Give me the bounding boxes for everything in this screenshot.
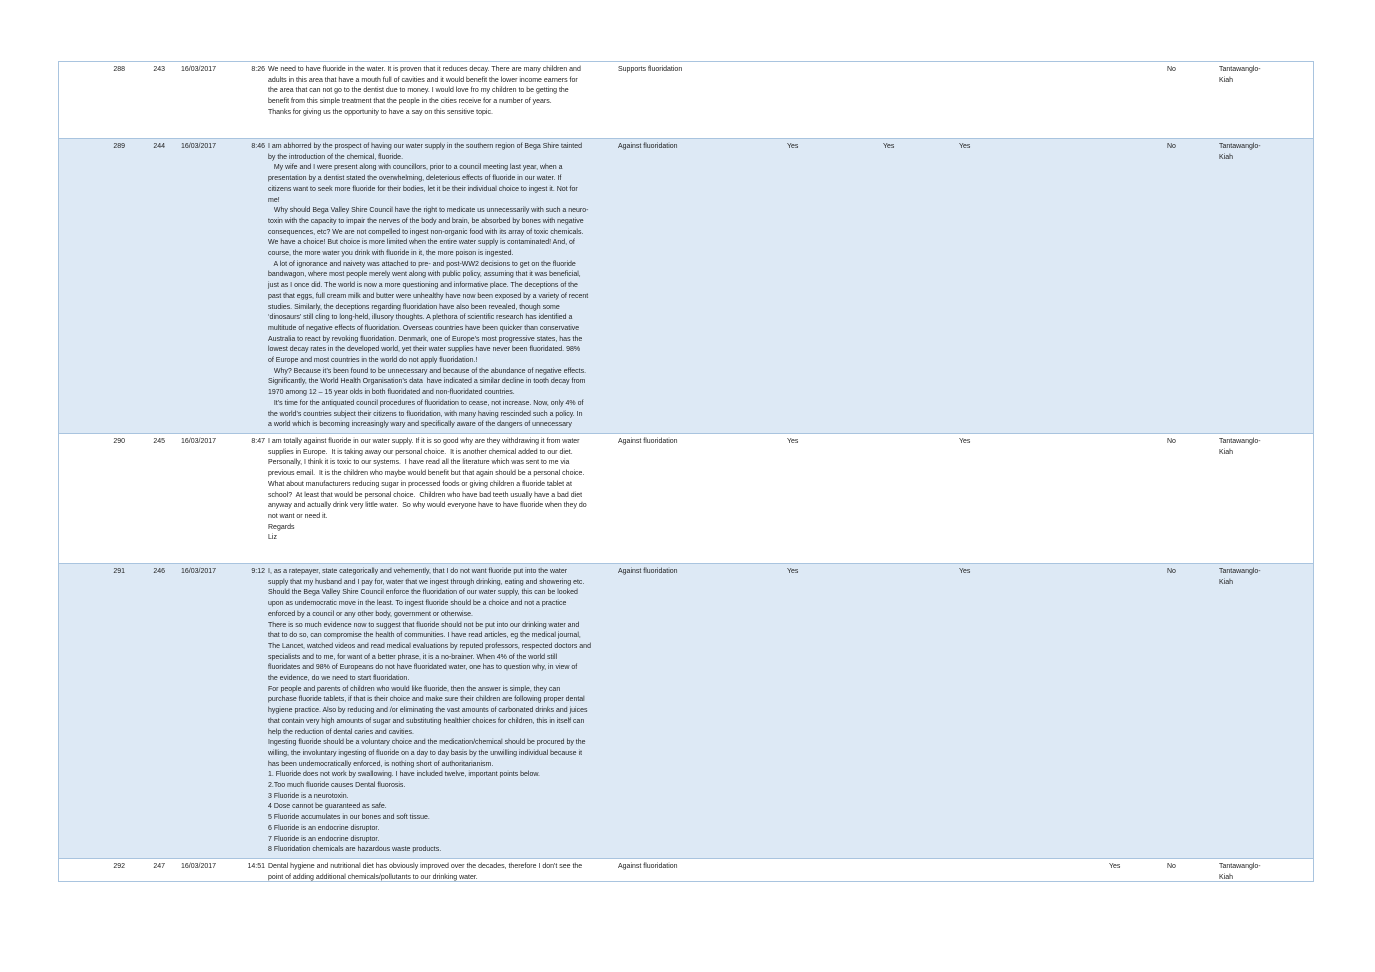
- question-5-cell: No: [1167, 863, 1176, 870]
- comment-line: supplies in Europe. It is taking away our personal choice. It is another chemical added to our diet.: [268, 448, 573, 456]
- question-5-cell: No: [1167, 66, 1176, 73]
- area-line: Tantawanglo-: [1219, 66, 1261, 73]
- comment-line: It’s time for the antiquated council procedures of fluoridation to cease, not increase. Now, only 4% of: [268, 399, 584, 407]
- comment-cell: [268, 437, 616, 544]
- area-line: Tantawanglo-: [1219, 143, 1261, 150]
- area-cell: [1219, 142, 1289, 163]
- comment-line: A lot of ignorance and naivety was attached to pre- and post-WW2 decisions to get on the fluoride: [268, 260, 576, 268]
- comment-line: that contain very high amounts of sugar and substituting healthier choices for children, this in itself can: [268, 717, 585, 725]
- position-cell: Supports fluoridation: [618, 66, 683, 73]
- area-line: Tantawanglo-: [1219, 568, 1261, 575]
- comment-line: Significantly, the World Health Organisation’s data have indicated a similar decline in tooth decay from: [268, 378, 586, 386]
- submissions-table: [58, 62, 1314, 882]
- comment-line: me!: [268, 196, 280, 204]
- comment-line: 5 Fluoride accumulates in our bones and soft tissue.: [268, 814, 430, 822]
- comment-line: willing, the involuntary ingesting of fluoride on a day to day basis by the unwilling individual because it: [268, 749, 583, 757]
- comment-line: anyway and actually drink very little water. So why would everyone have to have fluoride when they do: [268, 502, 587, 510]
- comment-line: 6 Fluoride is an endocrine disruptor.: [268, 824, 380, 832]
- comment-line: 3 Fluoride is a neurotoxin.: [268, 792, 349, 800]
- comment-line: multitude of negative effects of fluoridation. Overseas countries have been quicker than conservative: [268, 324, 580, 332]
- question-5-cell: No: [1167, 143, 1176, 150]
- comment-line: upon as undemocratic move in the least. To ingest fluoride should be a choice and not a practice: [268, 600, 567, 608]
- comment-line: the world’s countries subject their citizens to fluoridation, with many having rescinded such a policy. In: [268, 410, 583, 418]
- comment-line: Australia to react by revoking fluoridation. Denmark, one of Europe’s most progressive states, has the: [268, 335, 583, 343]
- submission-date: 16/03/2017: [181, 66, 217, 73]
- area-cell: [1219, 567, 1289, 588]
- comment-cell: [268, 567, 616, 856]
- submission-time: 14:51: [247, 863, 265, 870]
- comment-line: Should the Bega Valley Shire Council enforce the fluoridation of our water supply, this can be looked: [268, 589, 578, 597]
- comment-line: school? At least that would be personal choice. Children who have bad teeth usually have a bad diet: [268, 491, 583, 499]
- respondent-number: 246: [153, 568, 165, 575]
- comment-line: Dental hygiene and nutritional diet has obviously improved over the decades, therefore I don't see the: [268, 863, 583, 870]
- comment-line: Thanks for giving us the opportunity to have a say on this sensitive topic.: [268, 108, 493, 116]
- comment-line: not want or need it.: [268, 512, 328, 520]
- comment-line: hygiene practice. Also by reducing and /or eliminating the vast amounts of carbonated drinks and juices: [268, 707, 588, 715]
- area-line: Kiah: [1219, 873, 1234, 881]
- position-cell: Against fluoridation: [618, 143, 678, 150]
- comment-line: a world which is becoming increasingly wary and specifically aware of the dangers of unnecessary: [268, 421, 572, 429]
- comment-line: past that eggs, full cream milk and butter were unhealthy have now been exposed by a variety of recent: [268, 292, 589, 300]
- comment-line: I am abhorred by the prospect of having our water supply in the southern region of Bega Shire tainted: [268, 143, 583, 150]
- respondent-number: 245: [153, 438, 165, 445]
- comment-line: 1. Fluoride does not work by swallowing. I have included twelve, important points below.: [268, 771, 540, 779]
- question-1-cell: Yes: [787, 568, 799, 575]
- respondent-number: 244: [153, 143, 165, 150]
- area-line: Tantawanglo-: [1219, 438, 1261, 445]
- table-row: [58, 61, 1314, 139]
- comment-line: I, as a ratepayer, state categorically and vehemently, that I do not want fluoride put into the water: [268, 568, 568, 575]
- comment-line: consequences, etc? We are not compelled to ingest non-organic food with its array of toxic chemicals.: [268, 228, 584, 236]
- question-3-cell: Yes: [959, 143, 971, 150]
- comment-line: previous email. It is the children who maybe would benefit but that again should be a personal choice.: [268, 470, 585, 478]
- table-row: [58, 858, 1314, 882]
- table-row: [58, 138, 1314, 434]
- area-line: Kiah: [1219, 76, 1234, 84]
- comment-line: the evidence, do we need to start fluoridation.: [268, 675, 410, 683]
- comment-line: Why should Bega Valley Shire Council have the right to medicate us unnecessarily with such a neuro-: [268, 207, 589, 215]
- comment-line: fluoridates and 98% of Europeans do not have fluoridated water, one has to question why, in view of: [268, 664, 578, 672]
- area-line: Kiah: [1219, 153, 1234, 161]
- submission-time: 8:46: [251, 143, 265, 150]
- submission-date: 16/03/2017: [181, 568, 217, 575]
- comment-line: point of adding additional chemicals/pollutants to our drinking water.: [268, 873, 478, 881]
- comment-line: lowest decay rates in the developed world, yet their water supplies have never been fluoridated. 98%: [268, 346, 581, 354]
- comment-line: adults in this area that have a mouth full of cavities and it would benefit the lower income earners for: [268, 76, 578, 84]
- comment-line: ‘dinosaurs’ still cling to long-held, illusory thoughts. A plethora of scientific research has identified a: [268, 314, 573, 322]
- submission-time: 8:47: [251, 438, 265, 445]
- comment-line: help the reduction of dental caries and cavities.: [268, 728, 414, 736]
- comment-line: bandwagon, where most people merely went along with public policy, assuming that it was beneficial,: [268, 271, 581, 279]
- comment-line: What about manufacturers reducing sugar in processed foods or giving children a fluoride tablet at: [268, 480, 572, 488]
- comment-line: I am totally against fluoride in our water supply. If it is so good why are they withdrawing it from water: [268, 438, 580, 445]
- comment-line: purchase fluoride tablets, if that is their choice and make sure their children are following proper dental: [268, 696, 585, 704]
- submission-number: 290: [113, 438, 125, 445]
- comment-line: 4 Dose cannot be guaranteed as safe.: [268, 803, 387, 811]
- question-2-cell: Yes: [883, 143, 895, 150]
- question-1-cell: Yes: [787, 438, 799, 445]
- comment-line: the area that can not go to the dentist due to money. I would love fro my children to be getting the: [268, 87, 569, 95]
- submission-number: 289: [113, 143, 125, 150]
- table-row: [58, 563, 1314, 859]
- submission-number: 291: [113, 568, 125, 575]
- area-cell: [1219, 862, 1289, 882]
- comment-line: enforced by a council or any other body, government or otherwise.: [268, 610, 473, 618]
- comment-line: We need to have fluoride in the water. It is proven that it reduces decay. There are many children and: [268, 66, 581, 73]
- comment-line: Regards: [268, 523, 295, 531]
- comment-line: 2.Too much fluoride causes Dental fluorosis.: [268, 782, 406, 790]
- question-1-cell: Yes: [787, 143, 799, 150]
- area-line: Tantawanglo-: [1219, 863, 1261, 870]
- submission-date: 16/03/2017: [181, 863, 217, 870]
- comment-line: specialists and to me, for want of a better phrase, it is a no-brainer. When 4% of the world still: [268, 653, 558, 661]
- submission-number: 292: [113, 863, 125, 870]
- comment-line: that to do so, can compromise the health of communities. I have read articles, eg the medical journal,: [268, 632, 581, 640]
- comment-line: benefit from this simple treatment that the people in the cities receive for a number of years.: [268, 98, 552, 106]
- position-cell: Against fluoridation: [618, 863, 678, 870]
- comment-line: Why? Because it’s been found to be unnecessary and because of the abundance of negative effects.: [268, 367, 587, 375]
- comment-cell: [268, 65, 616, 119]
- submission-time: 9:12: [251, 568, 265, 575]
- area-line: Kiah: [1219, 578, 1234, 586]
- area-cell: [1219, 65, 1289, 86]
- comment-line: has been undemocratically enforced, is nothing short of authoritarianism.: [268, 760, 494, 768]
- comment-line: citizens want to seek more fluoride for their bodies, let it be their individual choice to ingest it. Not for: [268, 185, 578, 193]
- comment-line: presentation by a dentist stated the overwhelming, deleterious effects of fluoride in our water. If: [268, 175, 562, 183]
- question-4-cell: Yes: [1109, 863, 1121, 870]
- comment-line: Personally, I think it is toxic to our systems. I have read all the literature which was sent to me via: [268, 459, 570, 467]
- comment-line: The Lancet, watched videos and read medical evaluations by reputed professors, respected doctors and: [268, 642, 591, 650]
- submission-date: 16/03/2017: [181, 438, 217, 445]
- comment-cell: [268, 142, 616, 431]
- comment-line: supply that my husband and I pay for, water that we ingest through drinking, eating and showering etc.: [268, 578, 585, 586]
- comment-line: Ingesting fluoride should be a voluntary choice and the medication/chemical should be procured by the: [268, 739, 586, 747]
- comment-line: For people and parents of children who would like fluoride, then the answer is simple, they can: [268, 685, 561, 693]
- comment-line: of Europe and most countries in the world do not apply fluoridation.!: [268, 357, 478, 365]
- comment-line: course, the more water you drink with fluoride in it, the more poison is ingested.: [268, 250, 514, 258]
- comment-line: We have a choice! But choice is more limited when the entire water supply is contaminated! And, of: [268, 239, 575, 247]
- comment-line: My wife and I were present along with councillors, prior to a council meeting last year, when a: [268, 164, 563, 172]
- comment-line: studies. Similarly, the deceptions regarding fluoridation have also been revealed, though some: [268, 303, 560, 311]
- comment-line: There is so much evidence now to suggest that fluoride should not be put into our drinking water and: [268, 621, 580, 629]
- question-3-cell: Yes: [959, 568, 971, 575]
- comment-line: by the introduction of the chemical, fluoride.: [268, 153, 404, 161]
- comment-line: toxin with the capacity to impair the nerves of the body and brain, be absorbed by bones with negative: [268, 217, 584, 225]
- comment-cell: [268, 862, 616, 882]
- area-line: Kiah: [1219, 448, 1234, 456]
- table-row: [58, 433, 1314, 564]
- comment-line: just as I once did. The world is now a more questioning and informative place. The deceptions of the: [268, 282, 578, 290]
- comment-line: Liz: [268, 534, 277, 542]
- question-3-cell: Yes: [959, 438, 971, 445]
- comment-line: 8 Fluoridation chemicals are hazardous waste products.: [268, 846, 442, 854]
- position-cell: Against fluoridation: [618, 568, 678, 575]
- comment-line: 1970 among 12 – 15 year olds in both fluoridated and non-fluoridated countries.: [268, 389, 515, 397]
- question-5-cell: No: [1167, 568, 1176, 575]
- position-cell: Against fluoridation: [618, 438, 678, 445]
- question-5-cell: No: [1167, 438, 1176, 445]
- comment-line: 7 Fluoride is an endocrine disruptor.: [268, 835, 380, 843]
- respondent-number: 247: [153, 863, 165, 870]
- submission-time: 8:26: [251, 66, 265, 73]
- respondent-number: 243: [153, 66, 165, 73]
- submission-date: 16/03/2017: [181, 143, 217, 150]
- area-cell: [1219, 437, 1289, 458]
- submission-number: 288: [113, 66, 125, 73]
